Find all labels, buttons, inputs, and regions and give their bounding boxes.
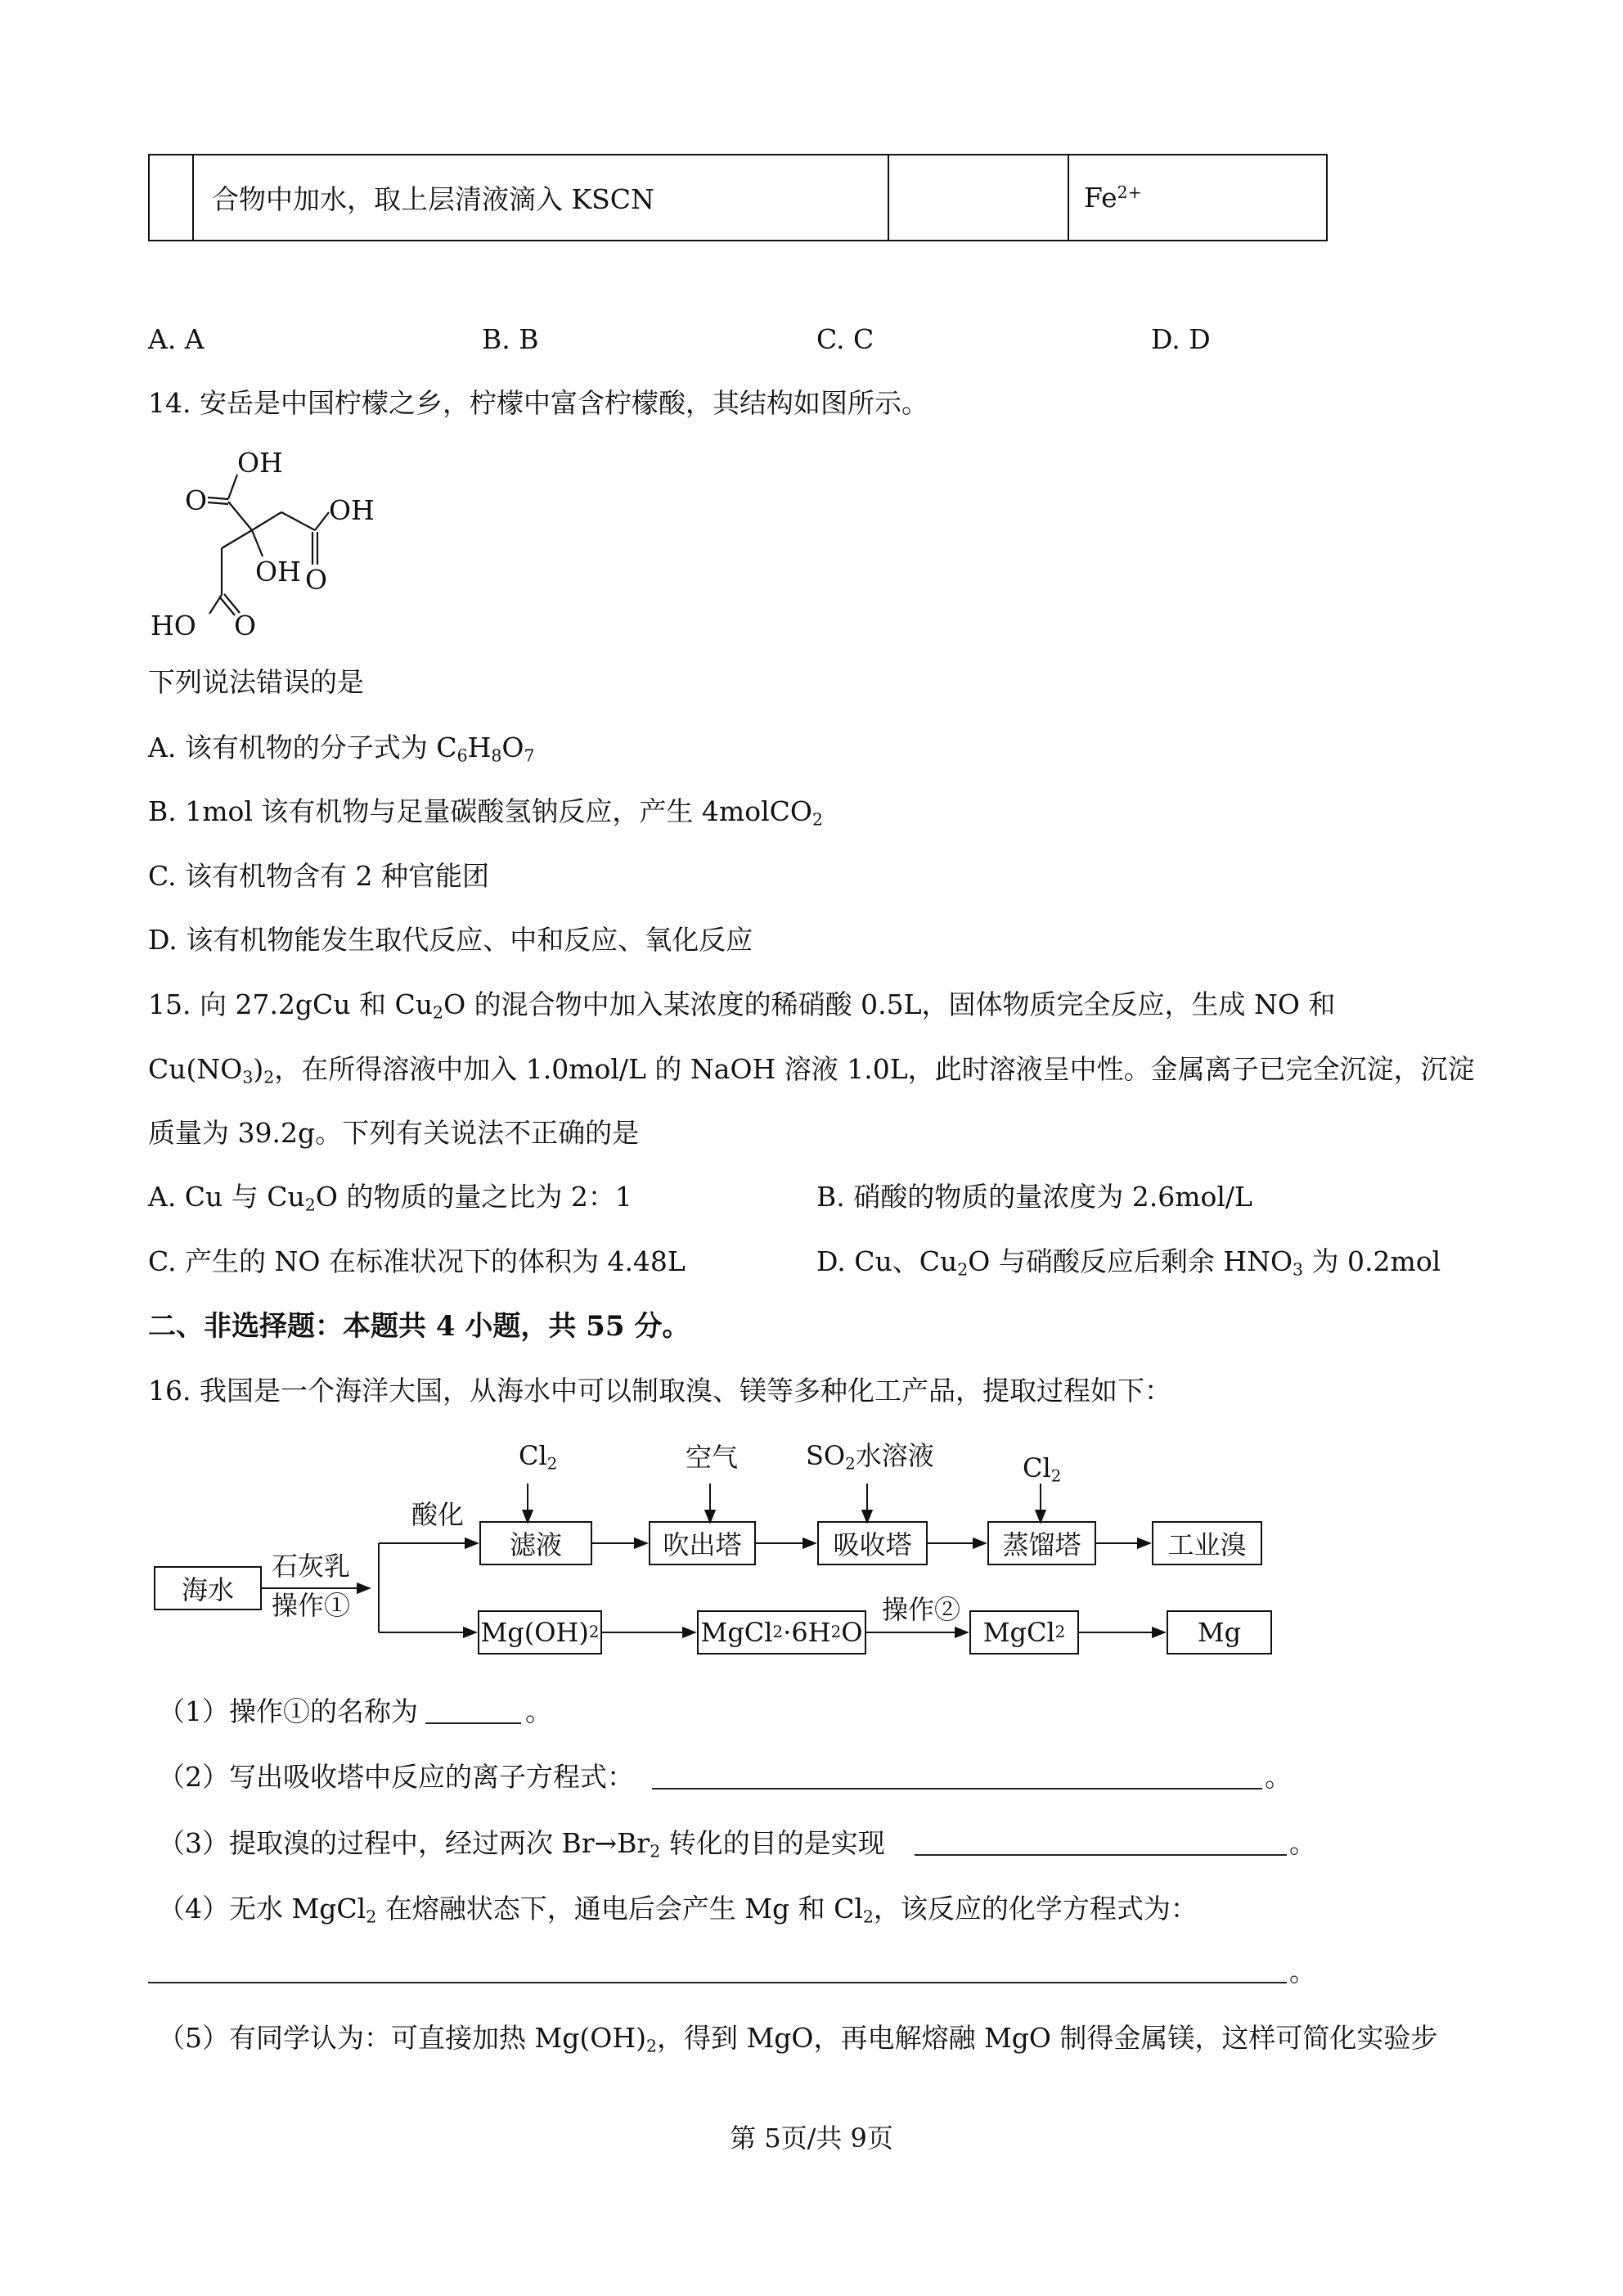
flow-label-lime: 石灰乳 [272,1551,351,1582]
q15-option-b[interactable]: B. 硝酸的物质的量浓度为 2.6mol/L [816,1181,1252,1213]
q16-part3: （3）提取溴的过程中，经过两次 $Br\to Br_2$ 转化的目的是实现 [158,1827,885,1862]
flow-box-industrial-bromine: 工业溴 [1152,1521,1262,1565]
label-ho-bottom: HO [151,610,196,642]
q14-option-c[interactable]: C. 该有机物含有 2 种官能团 [148,860,490,892]
q14-option-b[interactable]: B. 1mol 该有机物与足量碳酸氢钠反应，产生 4molCO$_2$ [148,795,823,830]
section-heading: 二、非选择题：本题共 4 小题，共 55 分。 [148,1310,690,1343]
flow-box-mg: Mg [1167,1610,1272,1654]
page-footer: 第 5页/共 9页 [730,2123,893,2154]
q16-part3-end: 。 [1289,1827,1316,1859]
answer-blank-2[interactable] [652,1788,1262,1790]
flow-label-cl2-b: $Cl_2$ [1023,1452,1062,1486]
q16-part2-end: 。 [1265,1761,1292,1793]
label-o-left: O [185,484,208,516]
q16-part2: （2）写出吸收塔中反应的离子方程式： [158,1761,634,1793]
flow-label-air: 空气 [686,1442,739,1473]
flow-box-seawater: 海水 [154,1566,262,1610]
q15-stem-line1: 15. 向 27.2gCu 和 $Cu_2O$ 的混合物中加入某浓度的稀硝酸 0.5L，固体物质完全反应，生成 NO 和 [148,988,1336,1023]
label-oh-mid: OH [255,556,301,588]
label-oh-right: OH [329,494,375,526]
q13-option-a[interactable]: A. A [148,323,205,355]
q14-option-d[interactable]: D. 该有机物能发生取代反应、中和反应、氧化反应 [148,924,753,956]
q16-part1-end: 。 [525,1695,552,1727]
q16-part5: （5）有同学认为：可直接加热 $Mg(OH)_2$，得到 MgO，再电解熔融 MgO 制得金属镁，这样可简化实验步 [158,2022,1438,2056]
table-cell-operation: 合物中加水，取上层清液滴入 KSCN [193,155,888,241]
q14-option-a[interactable]: A. 该有机物的分子式为 $C_6H_8O_7$ [148,732,535,766]
q15-stem-line2: $Cu(NO_3)_2$，在所得溶液中加入 1.0mol/L 的 NaOH 溶液 1.0L，此时溶液呈中性。金属离子已完全沉淀，沉淀 [148,1053,1475,1087]
label-oh-top: OH [237,447,283,479]
flow-label-op2: 操作② [882,1594,961,1625]
q16-stem: 16. 我国是一个海洋大国，从海水中可以制取溴、镁等多种化工产品，提取过程如下： [148,1375,1171,1407]
flow-box-distill-tower: 蒸馏塔 [987,1521,1096,1565]
q13-option-d[interactable]: D. D [1151,323,1211,355]
flow-box-blow-tower: 吹出塔 [649,1521,756,1565]
table-cell-conclusion: $Fe^{2+}$ [1068,155,1327,241]
answer-blank-4[interactable] [148,1982,1287,1983]
q13-option-c[interactable]: C. C [816,323,874,355]
q16-part4-end: 。 [1289,1956,1316,1988]
flow-label-acidify: 酸化 [411,1499,465,1530]
answer-blank-3[interactable] [915,1854,1287,1856]
flow-box-mgcl2-hydrate: MgCl 2 ·6H 2 O [697,1610,866,1654]
flow-box-mgcl2: MgCl 2 [969,1610,1079,1654]
q15-option-d[interactable]: D. Cu、$Cu_2O$ 与硝酸反应后剩余 $HNO_3$ 为 0.2mol [816,1245,1441,1280]
q15-option-a[interactable]: A. Cu 与 $Cu_2O$ 的物质的量之比为 2：1 [148,1181,632,1215]
q15-stem-line3: 质量为 39.2g。下列有关说法不正确的是 [148,1117,640,1149]
flow-label-so2-solution: $SO_2$水溶液 [806,1440,934,1474]
answer-blank-1[interactable] [425,1722,521,1724]
flow-box-filtrate: 滤液 [479,1521,592,1565]
flow-box-absorb-tower: 吸收塔 [817,1521,928,1565]
q16-part4: （4）无水 MgCl$_2$ 在熔融状态下，通电后会产生 Mg 和 $Cl_2$，该反应的化学方程式为： [158,1893,1198,1927]
label-o-bottom: O [234,610,257,642]
flow-label-op1: 操作① [272,1590,351,1621]
flow-box-mgoh2: Mg(OH) 2 [478,1610,602,1654]
flow-label-cl2-a: $Cl_2$ [519,1440,558,1474]
q14-question: 下列说法错误的是 [148,666,364,698]
q14-stem: 14. 安岳是中国柠檬之乡，柠檬中富含柠檬酸，其结构如图所示。 [148,387,928,419]
label-o-mid: O [305,564,328,596]
q16-part1: （1）操作①的名称为 [158,1695,418,1727]
q15-option-c[interactable]: C. 产生的 NO 在标准状况下的体积为 4.48L [148,1245,686,1277]
q13-option-b[interactable]: B. B [482,323,539,355]
